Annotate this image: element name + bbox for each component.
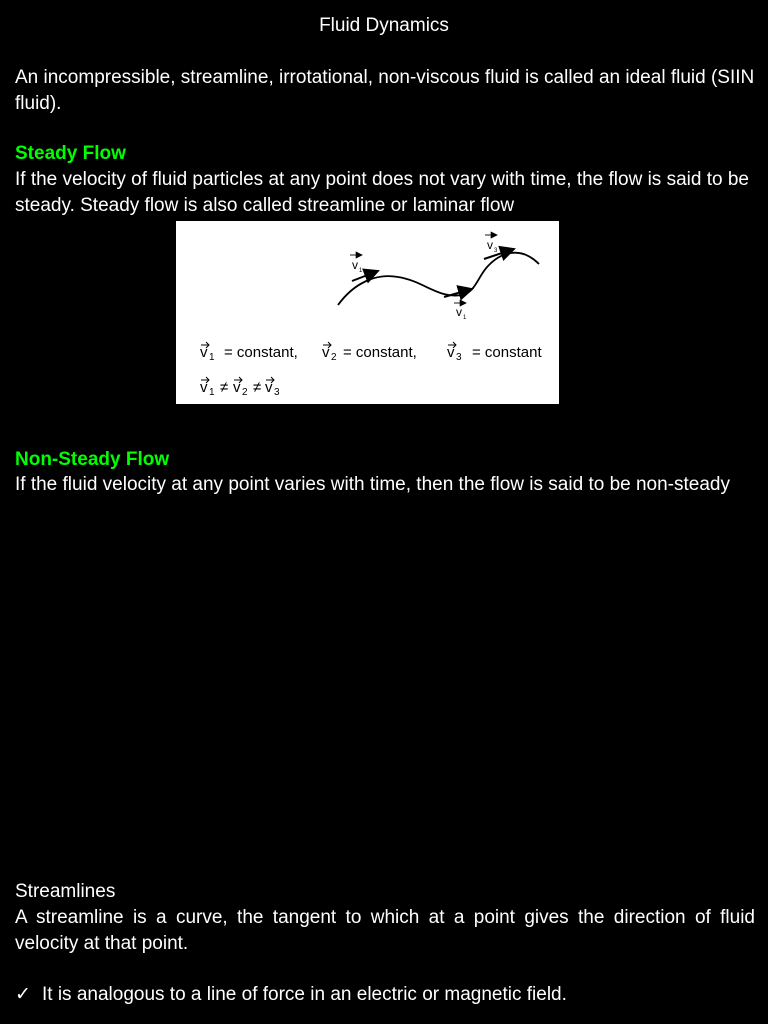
streamline-curve bbox=[338, 253, 539, 305]
velocity-label-1 bbox=[350, 255, 363, 274]
svg-text:v: v bbox=[447, 344, 455, 361]
non-steady-flow-heading: Non-Steady Flow bbox=[15, 449, 170, 470]
svg-text:= constant,: = constant, bbox=[224, 344, 298, 361]
svg-text:1: 1 bbox=[463, 315, 467, 321]
velocity-label-3 bbox=[485, 235, 498, 254]
svg-text:v: v bbox=[200, 379, 208, 396]
streamline-diagram bbox=[176, 221, 559, 404]
svg-text:v: v bbox=[322, 344, 330, 361]
svg-text:v: v bbox=[200, 344, 208, 361]
check-icon: ✓ bbox=[15, 984, 31, 1005]
steady-flow-figure bbox=[176, 221, 559, 404]
svg-text:≠: ≠ bbox=[220, 379, 229, 396]
svg-text:3: 3 bbox=[274, 387, 280, 398]
equation-constant-velocities bbox=[200, 342, 542, 363]
svg-text:= constant: = constant bbox=[472, 344, 542, 361]
svg-text:v: v bbox=[456, 305, 462, 319]
svg-text:≠: ≠ bbox=[253, 379, 262, 396]
non-steady-flow-body: If the fluid velocity at any point varies with time, then the flow is said to be non-steady bbox=[15, 474, 730, 495]
svg-text:1: 1 bbox=[209, 387, 215, 398]
svg-text:2: 2 bbox=[331, 352, 337, 363]
steady-flow-body: If the velocity of fluid particles at any point does not vary with time, the flow is said to be steady. Steady flow is also called streamline or laminar flow bbox=[15, 169, 749, 216]
svg-text:v: v bbox=[352, 258, 358, 272]
svg-text:3: 3 bbox=[456, 352, 462, 363]
streamlines-heading: Streamlines bbox=[15, 881, 116, 902]
streamlines-bullet-text: It is analogous to a line of force in an electric or magnetic field. bbox=[42, 984, 567, 1005]
svg-text:v: v bbox=[233, 379, 241, 396]
svg-text:= constant,: = constant, bbox=[343, 344, 417, 361]
svg-text:2: 2 bbox=[242, 387, 248, 398]
svg-text:3: 3 bbox=[494, 248, 498, 254]
velocity-label-2 bbox=[454, 303, 467, 321]
svg-text:v: v bbox=[265, 379, 273, 396]
equation-inequality bbox=[200, 377, 280, 398]
intro-paragraph: An incompressible, streamline, irrotational, non-viscous fluid is called an ideal fluid (SIIN fluid). bbox=[15, 67, 755, 114]
svg-text:v: v bbox=[487, 238, 493, 252]
svg-text:1: 1 bbox=[209, 352, 215, 363]
velocity-arrow-1 bbox=[352, 271, 378, 281]
streamlines-bullet bbox=[15, 982, 755, 1008]
streamlines-body: A streamline is a curve, the tangent to which at a point gives the direction of fluid velocity at that point. bbox=[15, 907, 755, 954]
svg-text:1: 1 bbox=[359, 268, 363, 274]
page-title: Fluid Dynamics bbox=[319, 15, 449, 36]
steady-flow-heading: Steady Flow bbox=[15, 143, 126, 164]
